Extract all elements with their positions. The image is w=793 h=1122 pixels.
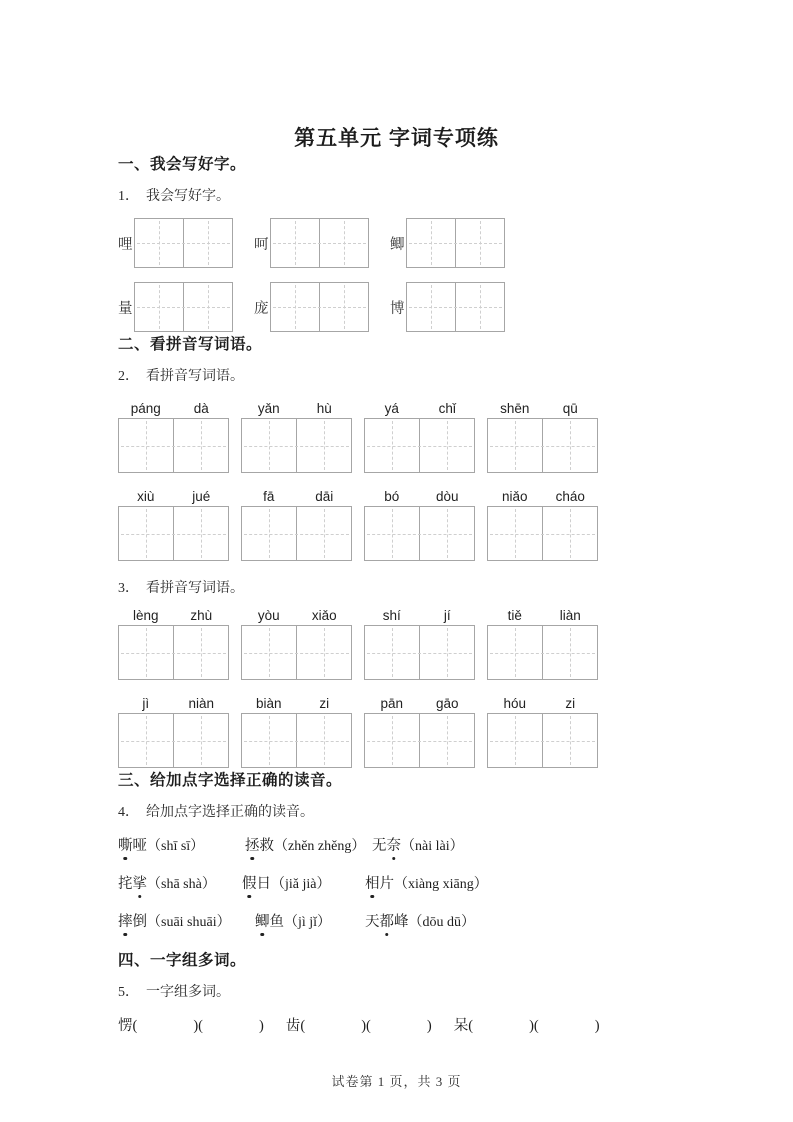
writing-grid bbox=[406, 218, 505, 268]
writing-grid bbox=[406, 282, 505, 332]
pinyin-syllable: yòu bbox=[257, 608, 280, 623]
char-label: 哩 bbox=[118, 236, 133, 253]
pinyin-syllable: qū bbox=[562, 401, 578, 416]
pinyin-syllable: hóu bbox=[503, 696, 527, 711]
combo-item: 愣( )( ) bbox=[118, 1018, 264, 1034]
pinyin-group bbox=[487, 696, 598, 768]
pinyin-syllable: xiù bbox=[137, 489, 155, 504]
pinyin-syllable: yá bbox=[384, 401, 399, 416]
item-4-text: 给加点字选择正确的读音。 bbox=[146, 805, 314, 820]
pinyin-syllable: yǎn bbox=[257, 401, 280, 416]
pinyin-syllable: xiǎo bbox=[311, 608, 337, 623]
writing-grid bbox=[364, 713, 475, 768]
pinyin-syllable: dāi bbox=[315, 489, 334, 504]
pinyin-syllable: páng bbox=[130, 401, 161, 416]
pinyin-group bbox=[118, 401, 229, 473]
pinyin-syllable: dòu bbox=[435, 489, 459, 504]
writing-grid bbox=[270, 218, 369, 268]
reading-item: 天都峰（dōu dū） bbox=[365, 910, 675, 931]
reading-item: 鲫鱼（jì jǐ） bbox=[255, 910, 365, 931]
pinyin-syllable: zi bbox=[319, 696, 330, 711]
pinyin-group bbox=[364, 608, 475, 680]
pinyin-group bbox=[487, 608, 598, 680]
pinyin-syllable: dà bbox=[193, 401, 209, 416]
pinyin-syllable: niàn bbox=[188, 696, 215, 711]
char-label: 博 bbox=[390, 300, 405, 317]
reading-item: 拯救（zhěn zhěng） bbox=[245, 834, 372, 855]
pinyin-syllable: shí bbox=[382, 608, 401, 623]
section2-heading: 二、看拼音写词语。 bbox=[118, 336, 263, 353]
combo-item: 呆( )( ) bbox=[453, 1018, 600, 1034]
pinyin-syllable: hù bbox=[316, 401, 332, 416]
reading-item: 无奈（nài lài） bbox=[372, 834, 675, 855]
item-2-text: 看拼音写词语。 bbox=[146, 369, 244, 384]
char-label: 鲫 bbox=[390, 236, 405, 253]
pinyin-group bbox=[364, 489, 475, 561]
writing-grid bbox=[364, 418, 475, 473]
item-3-text: 看拼音写词语。 bbox=[146, 581, 244, 596]
item-3 bbox=[118, 577, 675, 597]
pinyin-grid-row-4 bbox=[118, 696, 675, 768]
writing-grid bbox=[118, 625, 229, 680]
writing-grid bbox=[241, 506, 352, 561]
writing-grid bbox=[364, 506, 475, 561]
writing-grid bbox=[487, 418, 598, 473]
writing-grid bbox=[487, 506, 598, 561]
pinyin-group bbox=[241, 401, 352, 473]
writing-grid bbox=[241, 625, 352, 680]
reading-item: 摔倒（suāi shuāi） bbox=[118, 910, 255, 931]
pinyin-syllable: niǎo bbox=[501, 489, 528, 504]
pinyin-group bbox=[241, 608, 352, 680]
page-footer: 试卷第 1 页，共 3 页 bbox=[331, 1074, 462, 1089]
reading-item: 相片（xiàng xiāng） bbox=[365, 872, 675, 893]
pinyin-syllable: zi bbox=[565, 696, 576, 711]
pinyin-group bbox=[241, 696, 352, 768]
pinyin-group bbox=[118, 696, 229, 768]
pinyin-group bbox=[487, 489, 598, 561]
writing-grid bbox=[364, 625, 475, 680]
pinyin-group bbox=[487, 401, 598, 473]
reading-row-3 bbox=[118, 910, 675, 937]
pinyin-syllable: shēn bbox=[500, 401, 530, 416]
writing-grid bbox=[270, 282, 369, 332]
char-grid-row-2 bbox=[118, 282, 675, 332]
writing-grid bbox=[118, 418, 229, 473]
reading-row-2 bbox=[118, 872, 675, 899]
writing-grid bbox=[487, 713, 598, 768]
char-label: 呵 bbox=[254, 236, 269, 253]
pinyin-syllable: cháo bbox=[555, 489, 585, 504]
pinyin-group bbox=[118, 489, 229, 561]
char-group bbox=[118, 282, 233, 332]
section3-heading: 三、给加点字选择正确的读音。 bbox=[118, 772, 343, 789]
char-group bbox=[118, 218, 233, 268]
char-group bbox=[254, 282, 369, 332]
pinyin-group bbox=[118, 608, 229, 680]
pinyin-group bbox=[241, 489, 352, 561]
page-title: 第五单元 字词专项练 bbox=[294, 127, 499, 150]
pinyin-syllable: bó bbox=[384, 489, 400, 504]
item-4-number: 4． bbox=[118, 805, 139, 820]
item-1 bbox=[118, 185, 675, 205]
pinyin-group bbox=[364, 401, 475, 473]
reading-row-1 bbox=[118, 834, 675, 861]
char-group bbox=[254, 218, 369, 268]
char-label: 量 bbox=[118, 300, 133, 317]
pinyin-group bbox=[364, 696, 475, 768]
pinyin-grid-row-3 bbox=[118, 608, 675, 680]
item-5 bbox=[118, 981, 675, 1001]
writing-grid bbox=[241, 713, 352, 768]
section4-heading: 四、一字组多词。 bbox=[118, 952, 247, 969]
writing-grid bbox=[134, 282, 233, 332]
item-5-number: 5． bbox=[118, 985, 139, 1000]
pinyin-grid-row-1 bbox=[118, 401, 675, 473]
item-2 bbox=[118, 365, 675, 385]
reading-item: 假日（jiǎ jià） bbox=[242, 872, 365, 893]
section1-heading: 一、我会写好字。 bbox=[118, 156, 247, 173]
combo-item: 齿( )( ) bbox=[285, 1018, 432, 1034]
item-4 bbox=[118, 801, 675, 821]
char-group bbox=[390, 218, 505, 268]
item-2-number: 2． bbox=[118, 369, 139, 384]
pinyin-syllable: biàn bbox=[255, 696, 282, 711]
writing-grid bbox=[241, 418, 352, 473]
pinyin-syllable: chǐ bbox=[438, 401, 456, 416]
char-grid-row-1 bbox=[118, 218, 675, 268]
pinyin-syllable: pān bbox=[380, 696, 404, 711]
item-1-text: 我会写好字。 bbox=[146, 189, 230, 204]
char-label: 庞 bbox=[254, 300, 269, 317]
pinyin-syllable: lèng bbox=[132, 608, 159, 623]
writing-grid bbox=[118, 713, 229, 768]
item-5-text: 一字组多词。 bbox=[146, 985, 230, 1000]
reading-item: 嘶哑（shī sī） bbox=[118, 834, 245, 855]
writing-grid bbox=[487, 625, 598, 680]
writing-grid bbox=[118, 506, 229, 561]
pinyin-syllable: fā bbox=[263, 489, 275, 504]
pinyin-syllable: tiě bbox=[507, 608, 522, 623]
pinyin-syllable: liàn bbox=[559, 608, 581, 623]
pinyin-syllable: jué bbox=[192, 489, 211, 504]
pinyin-grid-row-2 bbox=[118, 489, 675, 561]
item-3-number: 3． bbox=[118, 581, 139, 596]
writing-grid bbox=[134, 218, 233, 268]
word-combo-row bbox=[118, 1014, 675, 1035]
reading-item: 挓挲（shā shà） bbox=[118, 872, 242, 893]
item-1-number: 1． bbox=[118, 189, 139, 204]
pinyin-syllable: jí bbox=[443, 608, 451, 623]
pinyin-syllable: jì bbox=[142, 696, 150, 711]
pinyin-syllable: gāo bbox=[435, 696, 459, 711]
char-group bbox=[390, 282, 505, 332]
pinyin-syllable: zhù bbox=[190, 608, 213, 623]
